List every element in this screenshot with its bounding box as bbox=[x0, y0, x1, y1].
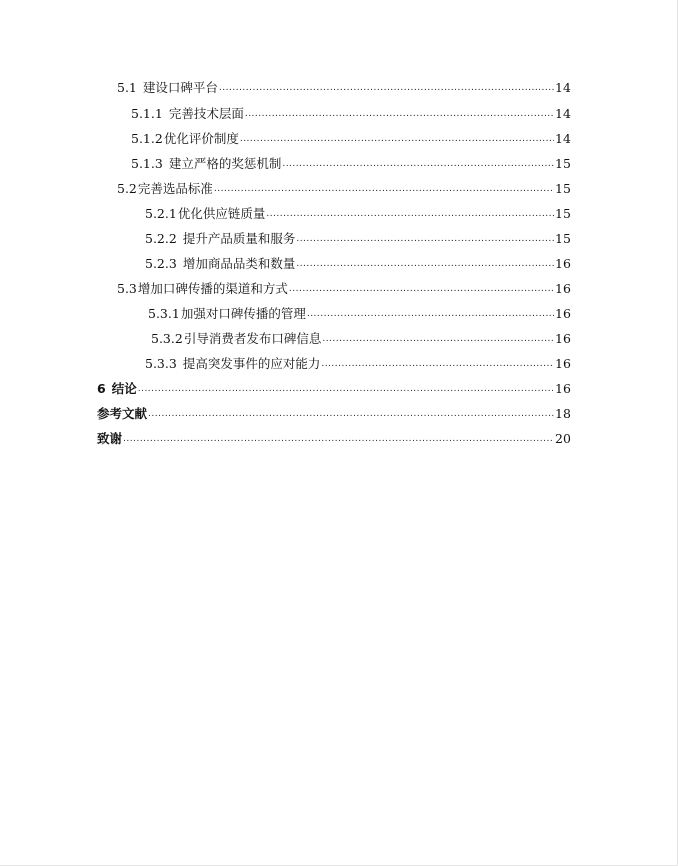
toc-page-number: 14 bbox=[555, 80, 571, 95]
toc-dot-leader bbox=[214, 179, 554, 199]
toc-title: 完善选品标准 bbox=[137, 181, 213, 196]
toc-number: 5.1.2 bbox=[131, 131, 163, 146]
toc-entry-5-1-2[interactable] bbox=[131, 129, 569, 149]
toc-dot-leader bbox=[321, 354, 554, 374]
toc-entry-5-2-2[interactable] bbox=[145, 229, 569, 249]
toc-title: 增加商品品类和数量 bbox=[182, 256, 296, 271]
toc-title: 参考文献 bbox=[97, 406, 148, 421]
toc-dot-leader bbox=[296, 254, 554, 274]
toc-dot-leader bbox=[219, 78, 554, 98]
toc-page-number: 16 bbox=[555, 381, 571, 396]
toc-number: 5.3.1 bbox=[148, 306, 180, 321]
toc-page-number: 16 bbox=[555, 356, 571, 371]
toc-entry-5-3-2[interactable] bbox=[151, 329, 569, 349]
toc-dot-leader bbox=[289, 279, 554, 299]
toc-number: 5.3.3 bbox=[145, 356, 177, 371]
toc-page-number: 15 bbox=[555, 206, 571, 221]
toc-dot-leader bbox=[307, 304, 554, 324]
toc-number: 5.2.3 bbox=[145, 256, 177, 271]
toc-page-number: 15 bbox=[555, 181, 571, 196]
toc-title: 致谢 bbox=[97, 431, 123, 446]
toc-title: 提高突发事件的应对能力 bbox=[182, 356, 321, 371]
toc-entry-5-2-1[interactable] bbox=[145, 204, 569, 224]
toc-dot-leader bbox=[266, 204, 554, 224]
toc-number: 5.1 bbox=[117, 80, 137, 95]
toc-title: 完善技术层面 bbox=[168, 106, 244, 121]
toc-entry-5-1[interactable] bbox=[117, 78, 569, 98]
toc-page-number: 14 bbox=[555, 131, 571, 146]
toc-entry-acknowledgements[interactable] bbox=[97, 429, 569, 449]
toc-page-number: 16 bbox=[555, 256, 571, 271]
toc-title: 增加口碑传播的渠道和方式 bbox=[137, 281, 288, 296]
toc-title: 建设口碑平台 bbox=[142, 80, 218, 95]
toc-page-number: 20 bbox=[555, 431, 571, 446]
toc-entry-5-1-3[interactable] bbox=[131, 154, 569, 174]
toc-page-number: 16 bbox=[555, 306, 571, 321]
toc-title: 加强对口碑传播的管理 bbox=[180, 306, 306, 321]
toc-number: 5.2.1 bbox=[145, 206, 177, 221]
toc-entry-5-3-3[interactable] bbox=[145, 354, 569, 374]
toc-title: 建立严格的奖惩机制 bbox=[168, 156, 282, 171]
toc-entry-5-3-1[interactable] bbox=[148, 304, 569, 324]
toc-page-number: 15 bbox=[555, 156, 571, 171]
toc-title: 引导消费者发布口碑信息 bbox=[183, 331, 322, 346]
toc-number: 5.3.2 bbox=[151, 331, 183, 346]
toc-page-number: 18 bbox=[555, 406, 571, 421]
toc-dot-leader bbox=[245, 104, 554, 124]
toc-page-number: 14 bbox=[555, 106, 571, 121]
toc-title: 优化评价制度 bbox=[163, 131, 239, 146]
toc-entry-5-1-1[interactable] bbox=[131, 104, 569, 124]
toc-number: 6 bbox=[97, 381, 106, 396]
toc-number: 5.3 bbox=[117, 281, 137, 296]
toc-dot-leader bbox=[138, 379, 554, 399]
toc-dot-leader bbox=[240, 129, 554, 149]
toc-page-number: 15 bbox=[555, 231, 571, 246]
toc-dot-leader bbox=[322, 329, 554, 349]
toc-title: 提升产品质量和服务 bbox=[182, 231, 296, 246]
toc-dot-leader bbox=[148, 404, 554, 424]
toc-number: 5.1.3 bbox=[131, 156, 163, 171]
toc-entry-5-2[interactable] bbox=[117, 179, 569, 199]
toc-number: 5.2.2 bbox=[145, 231, 177, 246]
toc-number: 5.2 bbox=[117, 181, 137, 196]
toc-dot-leader bbox=[123, 429, 554, 449]
toc-title: 结论 bbox=[111, 381, 137, 396]
toc-entry-5-2-3[interactable] bbox=[145, 254, 569, 274]
toc-dot-leader bbox=[282, 154, 554, 174]
toc-page-number: 16 bbox=[555, 281, 571, 296]
toc-title: 优化供应链质量 bbox=[177, 206, 266, 221]
toc-dot-leader bbox=[296, 229, 554, 249]
toc-number: 5.1.1 bbox=[131, 106, 163, 121]
toc-page-number: 16 bbox=[555, 331, 571, 346]
toc-entry-references[interactable] bbox=[97, 404, 569, 424]
toc-entry-5-3[interactable] bbox=[117, 279, 569, 299]
toc-entry-6[interactable] bbox=[97, 379, 569, 399]
